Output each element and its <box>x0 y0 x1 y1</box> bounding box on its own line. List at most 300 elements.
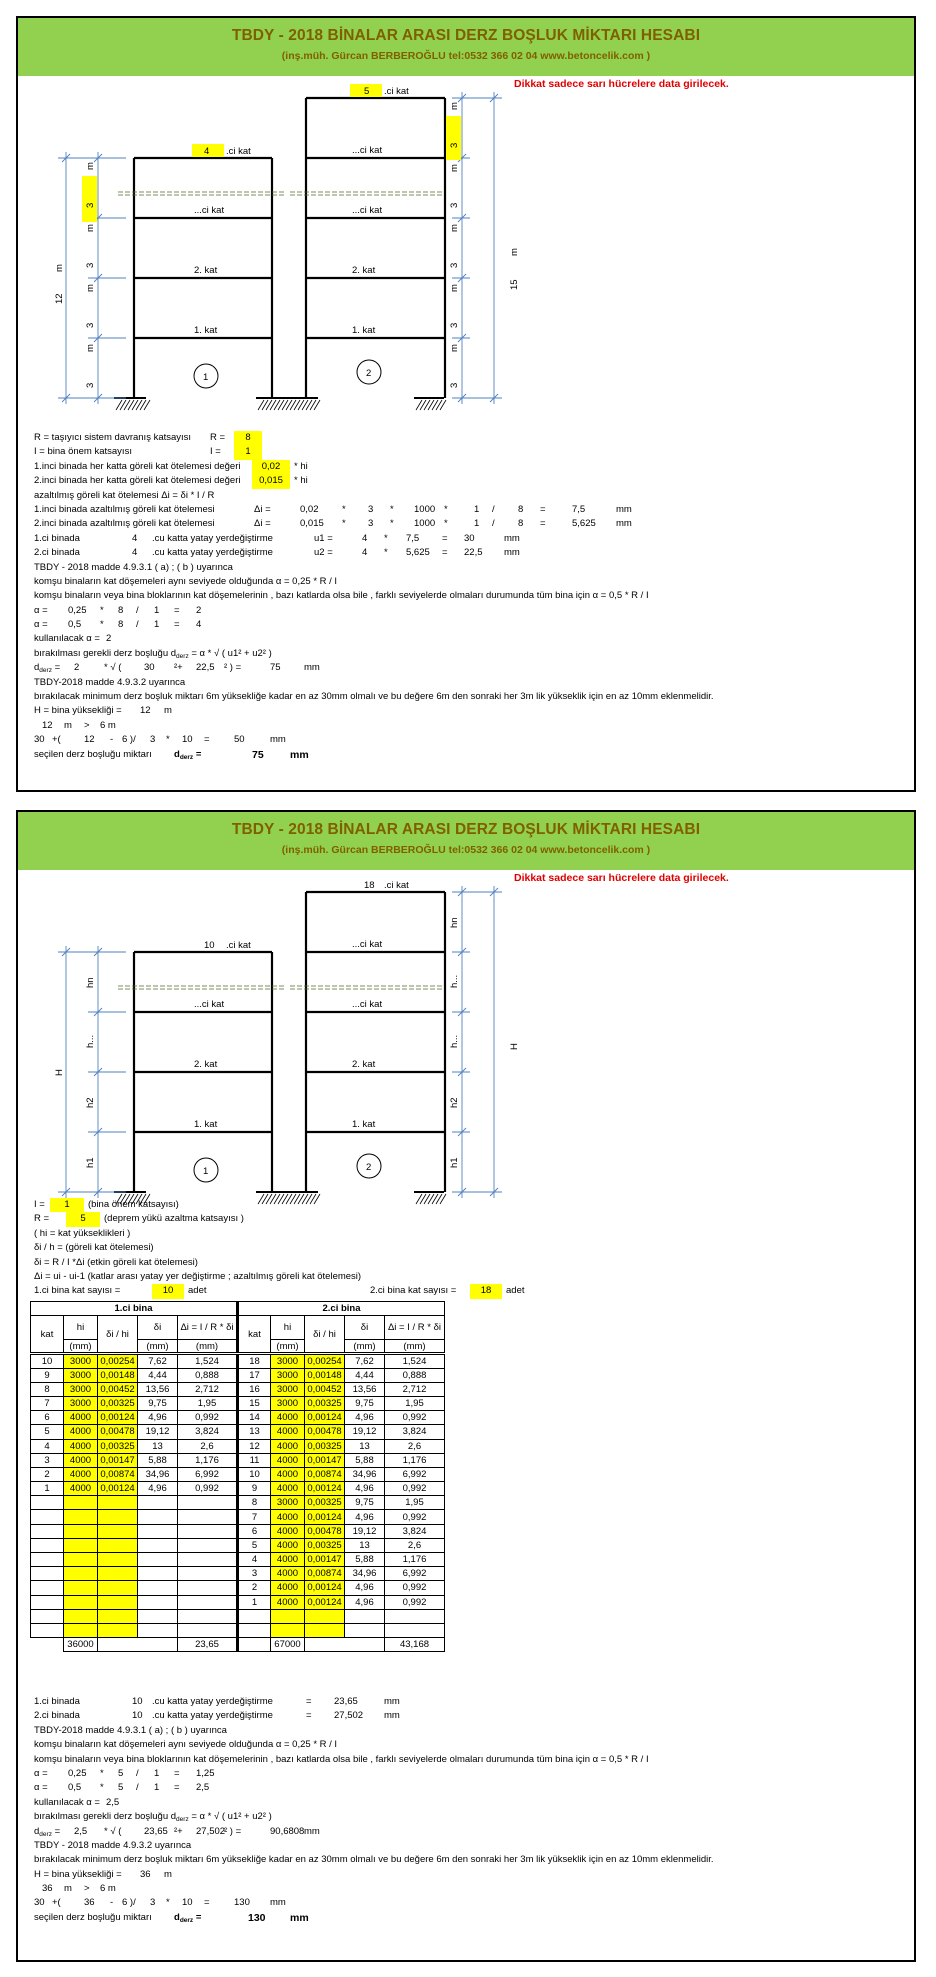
input-cell[interactable]: 0,00325 <box>98 1396 138 1410</box>
input-cell[interactable] <box>64 1623 98 1637</box>
value-cell: 3,824 <box>385 1524 445 1538</box>
calc-token: = <box>442 547 448 559</box>
unit-label: m <box>449 164 460 172</box>
value-cell <box>385 1609 445 1623</box>
unit-label: m <box>85 162 96 170</box>
input-cell[interactable]: 0,00124 <box>305 1595 345 1609</box>
story-height-label: 3 <box>85 322 96 328</box>
calc-token: * <box>342 503 346 515</box>
b2-floor-label: ...ci kat <box>352 205 383 216</box>
value-cell: 2,6 <box>178 1439 238 1453</box>
story-height-label: 3 <box>449 142 460 148</box>
calc-token: u2 = <box>314 547 333 559</box>
text: Δi = ui - ui-1 (katlar arası yatay yer değiştirme ; azaltılmış göreli kat ötelemesi) <box>34 1270 362 1282</box>
value-cell <box>138 1567 178 1581</box>
b1-top-floor-suffix: .ci kat <box>226 940 251 951</box>
table-row <box>31 1439 445 1453</box>
value-cell: 1,176 <box>385 1453 445 1467</box>
value-cell <box>138 1581 178 1595</box>
calc-token: 90,6808 <box>270 1825 305 1837</box>
value-cell <box>238 1623 271 1637</box>
input-cell[interactable]: 4000 <box>64 1482 98 1496</box>
value-cell: 2 <box>31 1467 64 1481</box>
input-cell[interactable]: 0,00124 <box>98 1411 138 1425</box>
value: 12 <box>140 705 151 717</box>
label: * hi <box>294 460 308 472</box>
input-cell[interactable] <box>98 1553 138 1567</box>
input-cell[interactable]: 4000 <box>271 1524 305 1538</box>
input-cell[interactable] <box>305 1623 345 1637</box>
value-cell: 5 <box>238 1538 271 1552</box>
input-cell[interactable]: 0,00874 <box>305 1467 345 1481</box>
input-cell[interactable]: 4000 <box>271 1467 305 1481</box>
R-input[interactable]: 8 <box>234 431 262 445</box>
input-cell[interactable]: 0,00148 <box>98 1368 138 1382</box>
value-cell: 13 <box>138 1439 178 1453</box>
text: bırakılması gerekli derz boşluğu $d_{derz} = \alpha$ * √ ( u1² + u2² ) <box>34 647 272 660</box>
text: δi / h = (göreli kat ötelemesi) <box>34 1242 154 1254</box>
input-cell[interactable] <box>64 1496 98 1510</box>
label: α = <box>34 1767 48 1779</box>
input-cell[interactable] <box>98 1623 138 1637</box>
calc-token: / <box>136 1782 139 1794</box>
value-cell: 4,96 <box>345 1581 385 1595</box>
value-cell: 6,992 <box>385 1467 445 1481</box>
input-cell[interactable]: 0,00325 <box>305 1496 345 1510</box>
input-cell[interactable]: 0,00124 <box>98 1482 138 1496</box>
input-cell[interactable]: 3000 <box>64 1396 98 1410</box>
input-cell[interactable]: 3000 <box>271 1396 305 1410</box>
value-cell <box>31 1496 64 1510</box>
unit-label: m <box>85 284 96 292</box>
input-cell[interactable] <box>64 1581 98 1595</box>
total-cell: 43,168 <box>385 1638 445 1652</box>
value-cell: 9,75 <box>345 1396 385 1410</box>
input-cell[interactable] <box>98 1510 138 1524</box>
input-cell[interactable]: 3000 <box>64 1368 98 1382</box>
calc-token: 10 <box>132 1696 143 1707</box>
value-cell: 1,176 <box>178 1453 238 1467</box>
input-cell[interactable]: 0,00325 <box>98 1439 138 1453</box>
dim-label: hn <box>449 917 460 928</box>
input-cell[interactable] <box>98 1567 138 1581</box>
b2-total-height: H <box>509 1043 520 1050</box>
input-cell[interactable]: 3000 <box>64 1354 98 1368</box>
value-cell <box>138 1496 178 1510</box>
label: R = <box>210 432 226 443</box>
input-cell[interactable] <box>64 1567 98 1581</box>
input-cell[interactable] <box>271 1609 305 1623</box>
unit: mm <box>290 748 309 761</box>
col-unit: (mm) <box>64 1340 98 1354</box>
calc-token: 5 <box>118 1782 124 1794</box>
input-cell[interactable] <box>64 1595 98 1609</box>
input-cell[interactable]: 3000 <box>64 1382 98 1396</box>
input-cell[interactable]: 4000 <box>64 1467 98 1481</box>
calc-token: 50 <box>234 734 245 746</box>
input-cell[interactable]: 0,00325 <box>305 1396 345 1410</box>
calc-token: 12 <box>84 734 95 746</box>
col-header: δi / hi <box>305 1316 345 1354</box>
blank-cell <box>98 1638 138 1652</box>
calc-token: .cu katta yatay yerdeğiştirme <box>152 1710 273 1722</box>
input-cell[interactable]: 4000 <box>271 1453 305 1467</box>
calc-token: 0,015 <box>300 518 324 530</box>
page-title: TBDY - 2018 BİNALAR ARASI DERZ BOŞLUK MİKTARI HESABI <box>231 27 701 44</box>
input-cell[interactable]: 0,00124 <box>305 1581 345 1595</box>
calc-token: mm <box>384 1710 400 1722</box>
selected-gap-value: 75 <box>252 748 264 761</box>
b1-top-floor-suffix: .ci kat <box>226 146 251 157</box>
text: komşu binaların kat döşemeleri aynı seviyede olduğunda α = 0,25 * R / I <box>34 575 338 587</box>
value-cell <box>138 1595 178 1609</box>
table-row <box>31 1411 445 1425</box>
calc-token: 1 <box>154 1782 160 1794</box>
dim-label: h... <box>85 1034 96 1048</box>
label: 30 <box>34 734 45 746</box>
value-cell <box>178 1595 238 1609</box>
value-cell: 9,75 <box>345 1496 385 1510</box>
input-cell[interactable]: 4000 <box>271 1567 305 1581</box>
value-cell: 4 <box>238 1553 271 1567</box>
value-cell: 13 <box>238 1425 271 1439</box>
calc-token: / <box>492 518 495 530</box>
calc-token: 4 <box>132 547 138 559</box>
calc-token: * <box>444 503 448 515</box>
input-cell[interactable]: 0,00147 <box>305 1553 345 1567</box>
text: komşu binaların kat döşemeleri aynı seviyede olduğunda α = 0,25 * R / I <box>34 1739 338 1751</box>
building-2-id: 2 <box>366 368 372 379</box>
input-cell[interactable]: 0,00254 <box>305 1354 345 1368</box>
input-cell[interactable]: 0,00254 <box>98 1354 138 1368</box>
value-cell: 0,992 <box>178 1411 238 1425</box>
table-row <box>31 1425 445 1439</box>
input-cell[interactable]: 4000 <box>271 1411 305 1425</box>
calc-token: 4 <box>196 619 202 631</box>
input-cell[interactable]: 4000 <box>271 1595 305 1609</box>
value-cell: 6,992 <box>178 1467 238 1481</box>
input-cell[interactable]: 3000 <box>271 1354 305 1368</box>
value-cell: 15 <box>238 1396 271 1410</box>
unit: m <box>164 705 172 717</box>
input-cell[interactable] <box>98 1524 138 1538</box>
value-cell: 1 <box>31 1482 64 1496</box>
value-cell: 9 <box>31 1368 64 1382</box>
group-b2: 2.ci bina <box>238 1302 445 1316</box>
label: 1.ci bina kat sayısı = <box>34 1285 121 1297</box>
calc-token: 1 <box>474 503 480 515</box>
col-header: Δi = I / R * δi <box>178 1316 238 1340</box>
value-cell <box>178 1581 238 1595</box>
drift1-input[interactable]: 0,02 <box>252 460 290 474</box>
value-cell: 0,888 <box>178 1368 238 1382</box>
input-cell[interactable]: 0,00478 <box>98 1425 138 1439</box>
value-cell: 7,62 <box>138 1354 178 1368</box>
calc-token: 7,5 <box>406 532 420 544</box>
value-cell <box>385 1623 445 1637</box>
value: 6 m <box>100 1883 116 1895</box>
b2-floor-count-input[interactable]: 18 <box>470 1284 502 1298</box>
label: 1.ci binada <box>34 532 80 544</box>
calc-token: +( <box>52 734 61 746</box>
value: 36 <box>42 1883 53 1895</box>
calc-token: .cu katta yatay yerdeğiştirme <box>152 547 273 559</box>
calc-token: 2,5 <box>196 1782 210 1794</box>
calc-token: 2,5 <box>74 1825 88 1837</box>
calc-token: = <box>174 1782 180 1794</box>
calc-token: 1 <box>154 604 160 616</box>
totals-row <box>31 1638 445 1652</box>
input-cell[interactable] <box>271 1623 305 1637</box>
input-cell[interactable]: 0,00452 <box>305 1382 345 1396</box>
dim-label: h... <box>449 1034 460 1048</box>
calc-token: +( <box>52 1897 61 1909</box>
value-cell: 4,96 <box>345 1510 385 1524</box>
text: TBDY - 2018 madde 4.9.3.1 ( a) ; ( b ) uyarınca <box>34 561 233 573</box>
value-cell: 10 <box>31 1354 64 1368</box>
dderz-symbol: $d_{derz}$ = <box>34 1825 61 1838</box>
value-cell <box>31 1553 64 1567</box>
value-cell: 17 <box>238 1368 271 1382</box>
calc-token: / <box>136 619 139 631</box>
input-cell[interactable] <box>98 1538 138 1552</box>
input-cell[interactable]: 0,00147 <box>98 1453 138 1467</box>
input-cell[interactable]: 0,00325 <box>305 1538 345 1552</box>
input-cell[interactable]: 0,00452 <box>98 1382 138 1396</box>
story-drift-table <box>30 1301 445 1652</box>
table-row <box>31 1581 445 1595</box>
calc-token: * √ ( <box>104 1825 122 1837</box>
total-cell: 36000 <box>64 1638 98 1652</box>
op: > <box>84 1883 90 1895</box>
input-cell[interactable]: 3000 <box>271 1382 305 1396</box>
label: 2.ci bina kat sayısı = <box>370 1285 457 1297</box>
calc-token: mm <box>270 734 286 746</box>
value: 2,5 <box>106 1796 120 1808</box>
calc-token: - <box>110 734 114 746</box>
value-cell <box>178 1553 238 1567</box>
input-cell[interactable]: 4000 <box>271 1538 305 1552</box>
value-cell <box>31 1524 64 1538</box>
unit: mm <box>290 1911 309 1924</box>
calc-token: ²+ <box>174 1825 183 1837</box>
b2-top-floor-input: 18 <box>364 880 375 891</box>
calc-token: * <box>100 604 104 616</box>
group-b1: 1.ci bina <box>31 1302 238 1316</box>
input-cell[interactable]: 4000 <box>271 1510 305 1524</box>
value-cell: 34,96 <box>345 1467 385 1481</box>
value-cell: 13,56 <box>138 1382 178 1396</box>
input-cell[interactable]: 4000 <box>271 1482 305 1496</box>
group-header-row <box>31 1302 445 1316</box>
calc-token: 6 )/ <box>122 734 136 746</box>
input-cell[interactable]: 4000 <box>271 1439 305 1453</box>
value-cell: 2,6 <box>385 1439 445 1453</box>
input-cell[interactable]: 4000 <box>64 1453 98 1467</box>
value-cell: 5,88 <box>138 1453 178 1467</box>
dderz-symbol: $d_{derz}$ = <box>34 662 61 675</box>
label: (deprem yükü azaltma katsayısı ) <box>104 1213 244 1225</box>
calc-token: * <box>384 547 388 559</box>
input-cell[interactable]: 4000 <box>271 1553 305 1567</box>
R-input[interactable]: 5 <box>66 1212 100 1226</box>
calc-token: * <box>100 1782 104 1794</box>
building-1-id: 1 <box>203 1166 209 1177</box>
calc-token: / <box>136 604 139 616</box>
col-header: δi <box>138 1316 178 1340</box>
table-row <box>31 1382 445 1396</box>
value-cell <box>138 1524 178 1538</box>
input-cell[interactable] <box>64 1538 98 1552</box>
I-input[interactable]: 1 <box>50 1198 84 1212</box>
value-cell: 14 <box>238 1411 271 1425</box>
col-header: hi <box>64 1316 98 1340</box>
calc-token: * <box>384 532 388 544</box>
input-cell[interactable]: 4000 <box>64 1439 98 1453</box>
calc-token: u1 = <box>314 532 333 544</box>
drift2-input[interactable]: 0,015 <box>252 474 290 488</box>
story-height-label: 3 <box>449 262 460 268</box>
value-cell: 11 <box>238 1453 271 1467</box>
input-cell[interactable]: 4000 <box>64 1425 98 1439</box>
input-cell[interactable] <box>64 1553 98 1567</box>
input-cell[interactable]: 0,00148 <box>305 1368 345 1382</box>
input-cell[interactable] <box>98 1581 138 1595</box>
label: I = bina önem katsayısı <box>34 446 132 458</box>
value-cell <box>31 1623 64 1637</box>
text: bırakılacak minimum derz boşluk miktarı 6m yüksekliğe kadar en az 30mm olmalı ve bu değere 6m den sonraki her 3m lik yükseklik için en az 10mm eklenmelidir. <box>34 691 714 703</box>
input-cell[interactable] <box>64 1524 98 1538</box>
value-cell: 3,824 <box>385 1425 445 1439</box>
unit: adet <box>188 1285 207 1297</box>
value-cell: 4,96 <box>345 1595 385 1609</box>
calc-token: 5,625 <box>572 518 596 530</box>
input-cell[interactable] <box>64 1609 98 1623</box>
table-row <box>31 1623 445 1637</box>
story-height-label: 3 <box>85 382 96 388</box>
b2-top-floor-suffix: .ci kat <box>384 86 409 97</box>
table-row <box>31 1538 445 1552</box>
calc-token: 130 <box>234 1897 250 1909</box>
calc-token: = <box>204 1897 210 1909</box>
value-cell: 3 <box>238 1567 271 1581</box>
value: 36 <box>140 1868 151 1880</box>
value-cell: 1,176 <box>385 1553 445 1567</box>
input-warning: Dikkat sadece sarı hücrelere data girilecek. <box>514 78 729 90</box>
input-cell[interactable]: 4000 <box>64 1411 98 1425</box>
calc-token: = <box>174 1767 180 1779</box>
label: α = <box>34 619 48 631</box>
value-cell: 34,96 <box>138 1467 178 1481</box>
col-unit: (mm) <box>385 1340 445 1354</box>
input-cell[interactable]: 0,00874 <box>98 1467 138 1481</box>
col-header: hi <box>271 1316 305 1340</box>
value-cell: 0,992 <box>385 1411 445 1425</box>
value-cell: 9 <box>238 1482 271 1496</box>
input-cell[interactable]: 3000 <box>271 1496 305 1510</box>
calc-token: 4 <box>132 532 138 544</box>
value-cell: 0,888 <box>385 1368 445 1382</box>
calc-token: .cu katta yatay yerdeğiştirme <box>152 1696 273 1707</box>
input-cell[interactable] <box>98 1609 138 1623</box>
dderz-symbol: $d_{derz}$ = <box>174 1911 202 1924</box>
value-cell: 7,62 <box>345 1354 385 1368</box>
calc-token: ²+ <box>174 662 183 674</box>
value-cell <box>31 1510 64 1524</box>
calc-token: 10 <box>132 1710 143 1722</box>
input-cell[interactable]: 3000 <box>271 1368 305 1382</box>
dim-label: h... <box>449 974 460 988</box>
dderz-symbol: $d_{derz}$ = <box>174 748 202 761</box>
calc-token: * <box>390 503 394 515</box>
story-height-label: 3 <box>449 202 460 208</box>
b1-top-floor-input: 4 <box>204 146 210 157</box>
calc-token: * <box>100 1767 104 1779</box>
col-header: δi / hi <box>98 1316 138 1354</box>
dim-label: hn <box>85 977 96 988</box>
calc-token: 3 <box>368 503 374 515</box>
value-cell <box>31 1595 64 1609</box>
value: 6 m <box>100 719 116 731</box>
input-cell[interactable]: 4000 <box>271 1425 305 1439</box>
value-cell: 18 <box>238 1354 271 1368</box>
input-cell[interactable]: 0,00478 <box>305 1425 345 1439</box>
value-cell: 0,992 <box>178 1482 238 1496</box>
input-cell[interactable]: 0,00325 <box>305 1439 345 1453</box>
calc-token: 36 <box>84 1897 95 1909</box>
value-cell: 0,992 <box>385 1510 445 1524</box>
b1-floor-label: 1. kat <box>194 325 218 336</box>
calc-token: * <box>342 518 346 530</box>
label: R = taşıyıcı sistem davranış katsayısı <box>34 432 192 443</box>
value-cell: 4,96 <box>138 1482 178 1496</box>
input-cell[interactable] <box>98 1496 138 1510</box>
calc-token: 2 <box>74 662 80 674</box>
b2-floor-label: 1. kat <box>352 325 376 336</box>
input-cell[interactable] <box>64 1510 98 1524</box>
input-cell[interactable]: 0,00124 <box>305 1411 345 1425</box>
calc-token: 8 <box>118 619 124 631</box>
input-cell[interactable]: 0,00147 <box>305 1453 345 1467</box>
calc-token: 1000 <box>414 518 436 530</box>
I-input[interactable]: 1 <box>234 445 262 459</box>
label: I = <box>34 1199 45 1210</box>
calc-token: Δi = <box>254 503 271 515</box>
value-cell: 5,88 <box>345 1553 385 1567</box>
b1-floor-label: 1. kat <box>194 1119 218 1130</box>
formula-text: azaltılmış göreli kat ötelemesi Δi = δi * I / R <box>34 489 215 501</box>
dim-label: h1 <box>85 1157 96 1168</box>
input-cell[interactable]: 0,00124 <box>305 1482 345 1496</box>
calc-token: 8 <box>518 518 524 530</box>
b1-floor-count-input[interactable]: 10 <box>152 1284 184 1298</box>
calc-token: 22,5 <box>464 547 483 559</box>
calc-token: 0,5 <box>68 1782 82 1794</box>
input-cell[interactable]: 0,00874 <box>305 1567 345 1581</box>
calc-token: 27,502 <box>334 1710 364 1722</box>
input-cell[interactable]: 4000 <box>271 1581 305 1595</box>
input-cell[interactable] <box>98 1595 138 1609</box>
label: α = <box>34 1782 48 1794</box>
input-cell[interactable]: 0,00478 <box>305 1524 345 1538</box>
input-cell[interactable]: 0,00124 <box>305 1510 345 1524</box>
input-cell[interactable] <box>305 1609 345 1623</box>
value-cell: 4 <box>31 1439 64 1453</box>
label: R = <box>34 1213 50 1225</box>
unit-label: m <box>85 224 96 232</box>
author-info: (inş.müh. Gürcan BERBEROĞLU tel:0532 366 02 04 www.betoncelik.com ) <box>281 50 651 62</box>
value-cell <box>31 1581 64 1595</box>
